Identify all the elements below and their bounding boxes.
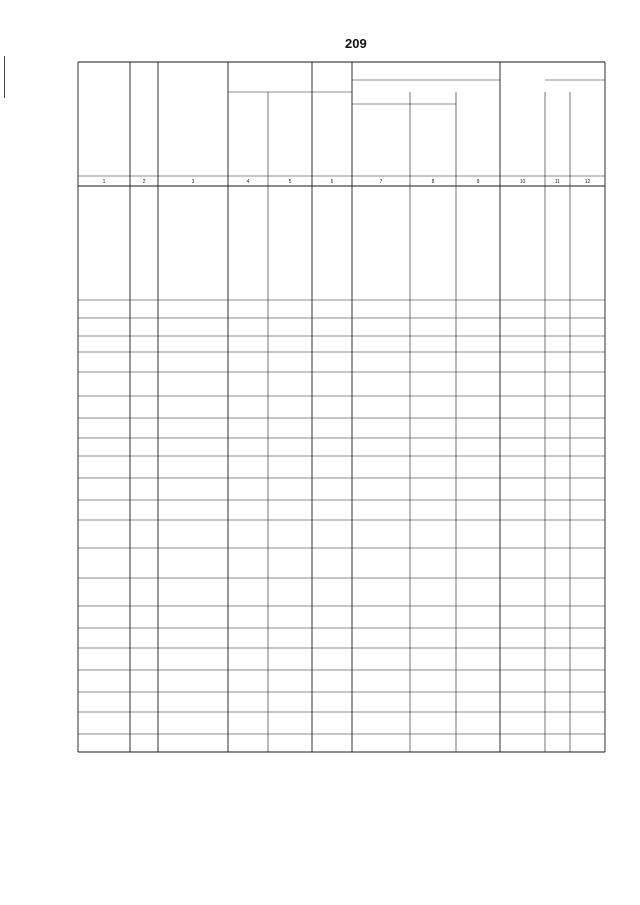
- column-number: 9: [476, 179, 480, 185]
- column-number: 11: [554, 179, 561, 185]
- column-number: 8: [431, 179, 435, 185]
- column-number: 2: [142, 179, 146, 185]
- column-number: 4: [246, 179, 250, 185]
- column-number: 3: [191, 179, 195, 185]
- column-number: 6: [330, 179, 334, 185]
- column-number: 10: [519, 179, 526, 185]
- column-number: 5: [288, 179, 292, 185]
- column-number: 7: [379, 179, 383, 185]
- column-number: 1: [102, 179, 106, 185]
- column-number: 12: [584, 179, 591, 185]
- page-number: 209: [345, 36, 367, 51]
